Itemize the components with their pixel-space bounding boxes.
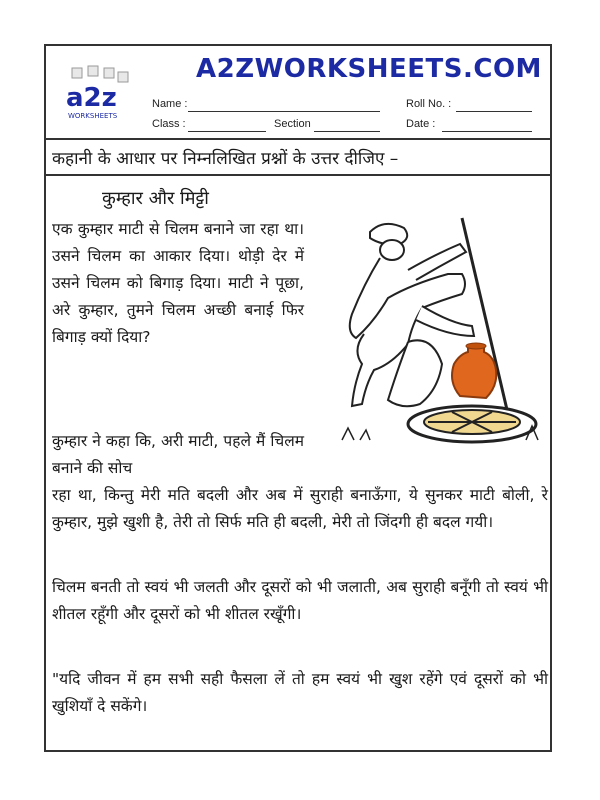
- story-paragraph-1: एक कुम्हार माटी से चिलम बनाने जा रहा था। उसने चिलम का आकार दिया। थोड़ी देर में उसने चिलम को बिगाड़ दिया। माटी ने पूछा, अरे कुम्हार, तुमने चिलम अच्छी बनाई फिर बिगाड़ क्यों दिया?: [52, 220, 304, 346]
- name-field[interactable]: [188, 110, 380, 112]
- potter-illustration: [312, 214, 552, 448]
- instruction-divider: [46, 174, 550, 176]
- class-label: Class :: [152, 118, 186, 130]
- svg-text:a2z: a2z: [66, 83, 117, 113]
- story-title: कुम्हार और मिट्टी: [102, 188, 209, 209]
- story-paragraph-2-top: कुम्हार ने कहा कि, अरी माटी, पहले मैं चिलम बनाने की सोच: [52, 432, 304, 477]
- date-label: Date :: [406, 118, 436, 130]
- section-label: Section: [274, 118, 311, 130]
- story-paragraph-3: चिलम बनती तो स्वयं भी जलती और दूसरों को भी जलाती, अब सुराही बनूँगी तो स्वयं भी शीतल रहूँगी और दूसरों को भी शीतल रखूँगी।: [52, 578, 548, 623]
- worksheet-frame: [44, 44, 552, 752]
- site-title: A2ZWORKSHEETS.COM: [196, 54, 542, 84]
- head-shape: [380, 240, 404, 260]
- clay-pot: [452, 346, 496, 398]
- roll-no-label: Roll No. :: [406, 98, 452, 110]
- class-field[interactable]: [188, 130, 266, 132]
- arm-lower-shape: [416, 306, 474, 336]
- name-label: Name :: [152, 98, 188, 110]
- a2z-logo: [58, 64, 138, 124]
- section-field[interactable]: [314, 130, 380, 132]
- story-paragraph-2-rest: रहा था, किन्तु मेरी मति बदली और अब में सुराही बनाऊँगा, ये सुनकर माटी बोली, रे कुम्हार, मुझे खुशी है, तेरी तो सिर्फ मति ही बदली, मेरी तो जिंदगी ही बदल गयी।: [52, 486, 548, 531]
- story-paragraph-4: "यदि जीवन में हम सभी सही फैसला लें तो हम स्वयं भी खुश रहेंगे एवं दूसरों को भी खुशियाँ दे सकेंगे।: [52, 670, 548, 715]
- worksheet-header: [46, 46, 550, 140]
- date-field[interactable]: [442, 130, 532, 132]
- instruction-text: कहानी के आधार पर निम्नलिखित प्रश्नों के उत्तर दीजिए –: [52, 149, 399, 169]
- roll-no-field[interactable]: [456, 110, 532, 112]
- svg-text:WORKSHEETS: WORKSHEETS: [68, 112, 118, 120]
